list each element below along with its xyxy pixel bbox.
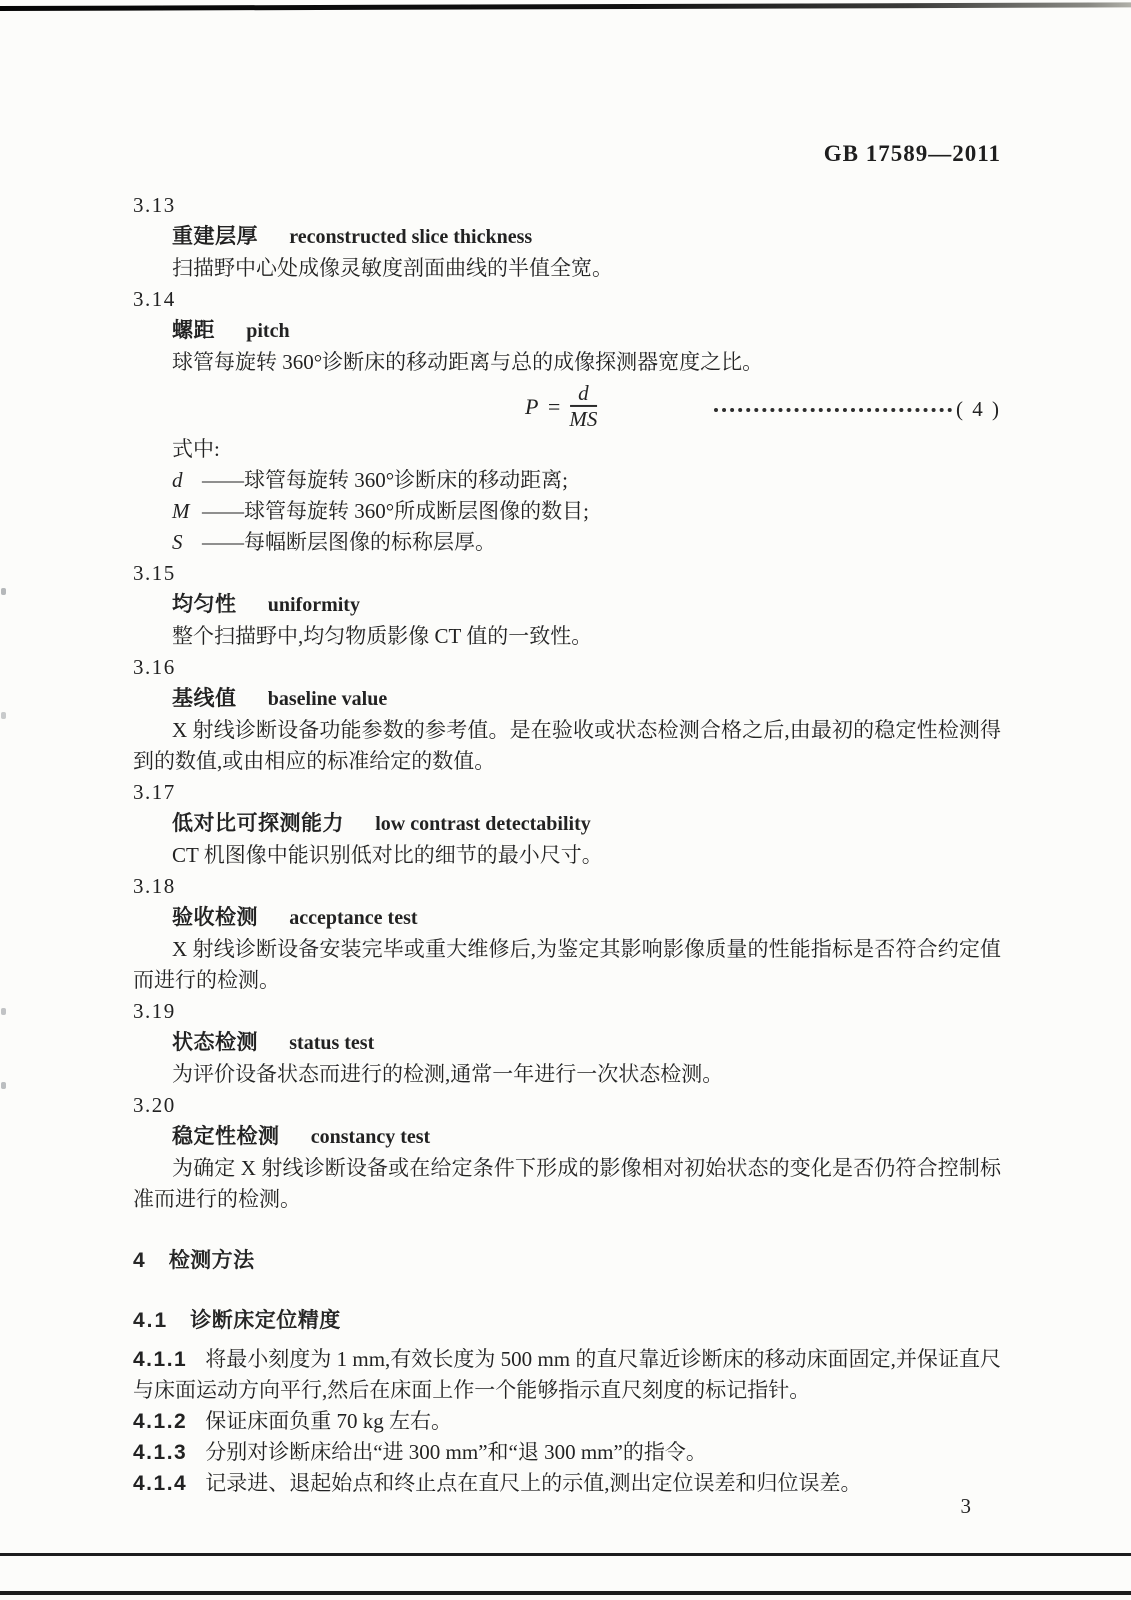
equation-number: ( 4 ) xyxy=(956,397,1001,421)
term-zh: 螺距 xyxy=(172,319,215,342)
term-en: uniformity xyxy=(267,594,360,616)
fraction-numerator: d xyxy=(570,382,597,407)
term-line xyxy=(133,589,1001,621)
definition-text: X 射线诊断设备功能参数的参考值。是在验收或状态检测合格之后,由最初的稳定性检测得到的数值,或由相应的标准给定的数值。 xyxy=(133,718,1001,773)
term-en: acceptance test xyxy=(289,907,418,929)
item-number: 4.1.3 xyxy=(133,1441,188,1464)
scan-artifact-bottom-line xyxy=(0,1553,1131,1556)
item-text: 将最小刻度为 1 mm,有效长度为 500 mm 的直尺靠近诊断床的移动床面固定,并保证直尺与床面运动方向平行,然后在床面上作一个能够指示直尺刻度的标记指针。 xyxy=(133,1347,1001,1402)
clause-3-18 xyxy=(133,871,1001,996)
term-en: low contrast detectability xyxy=(375,813,591,835)
formula-row xyxy=(133,378,1001,434)
symbol: d xyxy=(172,468,183,492)
term-zh: 均匀性 xyxy=(172,593,237,616)
term-zh: 稳定性检测 xyxy=(172,1125,280,1148)
term-line xyxy=(133,902,1001,934)
definition-text: 扫描野中心处成像灵敏度剖面曲线的半值全宽。 xyxy=(172,256,613,280)
clause-number: 3.20 xyxy=(133,1093,176,1117)
clause-3-17 xyxy=(133,777,1001,871)
scan-speck xyxy=(1,588,6,595)
scan-speck xyxy=(1,712,6,719)
term-line xyxy=(133,315,1001,347)
symbol-description: ——球管每旋转 360°所成断层图像的数目; xyxy=(202,499,589,523)
clause-3-13 xyxy=(133,190,1001,284)
section-title: 诊断床定位精度 xyxy=(190,1309,341,1332)
symbol-description: ——球管每旋转 360°诊断床的移动距离; xyxy=(202,468,568,492)
clause-number: 3.14 xyxy=(133,287,176,311)
definition-text: 球管每旋转 360°诊断床的移动距离与总的成像探测器宽度之比。 xyxy=(172,350,764,374)
formula-lhs: P xyxy=(525,393,539,419)
clause-number: 3.18 xyxy=(133,874,176,898)
term-zh: 基线值 xyxy=(172,687,237,710)
clause-3-16 xyxy=(133,652,1001,777)
formula-equals: = xyxy=(546,393,562,419)
method-item-4-1-1 xyxy=(133,1344,1001,1406)
definition-text: 整个扫描野中,均匀物质影像 CT 值的一致性。 xyxy=(172,624,593,648)
fraction-denominator: MS xyxy=(569,407,598,431)
section-4-1-heading xyxy=(133,1305,1001,1336)
scan-speck xyxy=(1,1082,6,1089)
clause-3-20 xyxy=(133,1090,1001,1215)
definition-text: 为确定 X 射线诊断设备或在给定条件下形成的影像相对初始状态的变化是否仍符合控制标准而进行的检测。 xyxy=(133,1156,1001,1211)
clause-number: 3.19 xyxy=(133,999,176,1023)
term-en: pitch xyxy=(246,320,290,342)
clause-number: 3.16 xyxy=(133,655,176,679)
formula-fraction xyxy=(569,382,597,430)
item-text: 保证床面负重 70 kg 左右。 xyxy=(205,1409,452,1433)
where-item-d xyxy=(133,465,1001,496)
term-en: reconstructed slice thickness xyxy=(289,226,533,248)
clause-3-15 xyxy=(133,558,1001,652)
page-number: 3 xyxy=(960,1494,971,1518)
scan-artifact-top-line xyxy=(0,2,1131,11)
standard-code-header: GB 17589—2011 xyxy=(823,141,1001,166)
method-items xyxy=(133,1344,1001,1499)
scan-speck xyxy=(1,1008,6,1015)
scan-artifact-bottom-line xyxy=(0,1591,1131,1595)
clause-number: 3.17 xyxy=(133,780,176,804)
term-en: constancy test xyxy=(310,1126,431,1148)
term-zh: 验收检测 xyxy=(172,906,258,929)
section-title: 检测方法 xyxy=(168,1249,255,1272)
term-line xyxy=(133,808,1001,840)
section-number: 4 xyxy=(133,1249,147,1272)
term-zh: 重建层厚 xyxy=(172,225,258,248)
term-line xyxy=(133,221,1001,253)
method-item-4-1-3 xyxy=(133,1437,1001,1468)
where-item-s xyxy=(133,527,1001,558)
term-en: status test xyxy=(289,1032,375,1054)
item-text: 分别对诊断床给出“进 300 mm”和“退 300 mm”的指令。 xyxy=(205,1440,707,1464)
definition-text: X 射线诊断设备安装完毕或重大维修后,为鉴定其影响影像质量的性能指标是否符合约定值而进行的检测。 xyxy=(133,937,1001,992)
term-en: baseline value xyxy=(267,688,388,710)
term-zh: 状态检测 xyxy=(172,1031,258,1054)
section-4-heading xyxy=(133,1245,1001,1276)
definition-text: 为评价设备状态而进行的检测,通常一年进行一次状态检测。 xyxy=(172,1062,724,1086)
term-line xyxy=(133,1121,1001,1153)
definition-text: CT 机图像中能识别低对比的细节的最小尺寸。 xyxy=(172,843,603,867)
term-line xyxy=(133,1027,1001,1059)
section-number: 4.1 xyxy=(133,1309,169,1332)
clause-number: 3.13 xyxy=(133,193,176,217)
page-content xyxy=(133,140,1001,1522)
term-zh: 低对比可探测能力 xyxy=(172,812,344,835)
method-item-4-1-2 xyxy=(133,1406,1001,1437)
clause-3-19 xyxy=(133,996,1001,1090)
pitch-formula xyxy=(525,382,597,430)
item-number: 4.1.2 xyxy=(133,1410,188,1433)
clause-number: 3.15 xyxy=(133,561,176,585)
item-number: 4.1.4 xyxy=(133,1472,188,1495)
item-text: 记录进、退起始点和终止点在直尺上的示值,测出定位误差和归位误差。 xyxy=(205,1471,862,1495)
item-number: 4.1.1 xyxy=(133,1348,188,1371)
term-line xyxy=(133,683,1001,715)
dotted-leader xyxy=(714,408,952,412)
symbol-description: ——每幅断层图像的标称层厚。 xyxy=(202,530,496,554)
symbol: M xyxy=(172,499,190,523)
equation-reference xyxy=(714,394,1001,425)
clause-3-14 xyxy=(133,284,1001,558)
where-label: 式中: xyxy=(172,437,220,461)
where-item-m xyxy=(133,496,1001,527)
symbol: S xyxy=(172,530,183,554)
